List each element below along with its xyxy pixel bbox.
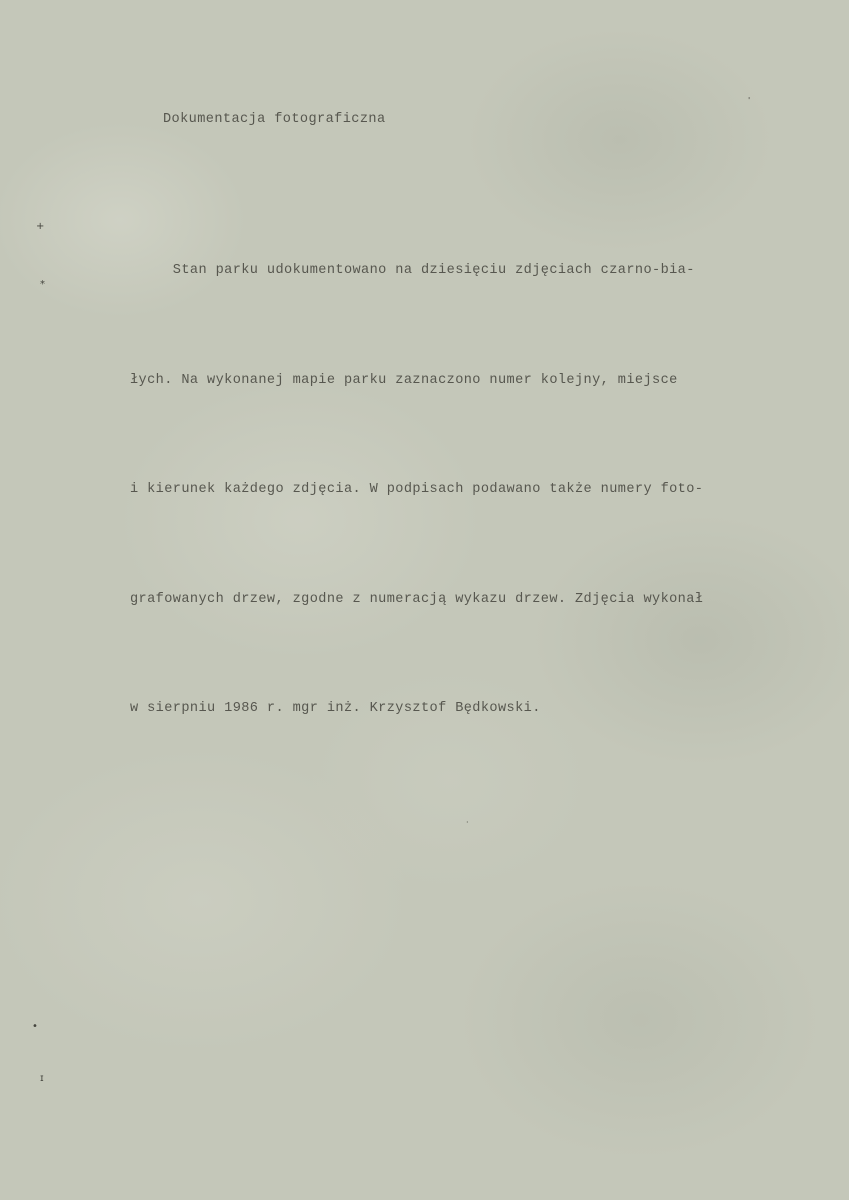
paper-speck: ' (748, 96, 751, 105)
document-paragraph (130, 180, 703, 801)
document-title: Dokumentacja fotograficzna (163, 112, 386, 127)
paragraph-line: i kierunek każdego zdjęcia. W podpisach podawano także numery foto- (130, 482, 704, 497)
paragraph-line: w sierpniu 1986 r. mgr inż. Krzysztof Będkowski. (130, 701, 541, 716)
paragraph-line: grafowanych drzew, zgodne z numeracją wykazu drzew. Zdjęcia wykonał (130, 591, 704, 607)
paragraph-line: łych. Na wykonanej mapie parku zaznaczono numer kolejny, miejsce (130, 372, 678, 388)
paper-speck: * (40, 279, 45, 290)
paper-speck: • (32, 1021, 38, 1032)
paper-speck: + (36, 221, 45, 232)
paragraph-line: Stan parku udokumentowano na dziesięciu zdjęciach czarno-bia- (130, 263, 695, 278)
paper-speck: · (466, 818, 469, 827)
paper-speck: ɪ (40, 1073, 44, 1084)
